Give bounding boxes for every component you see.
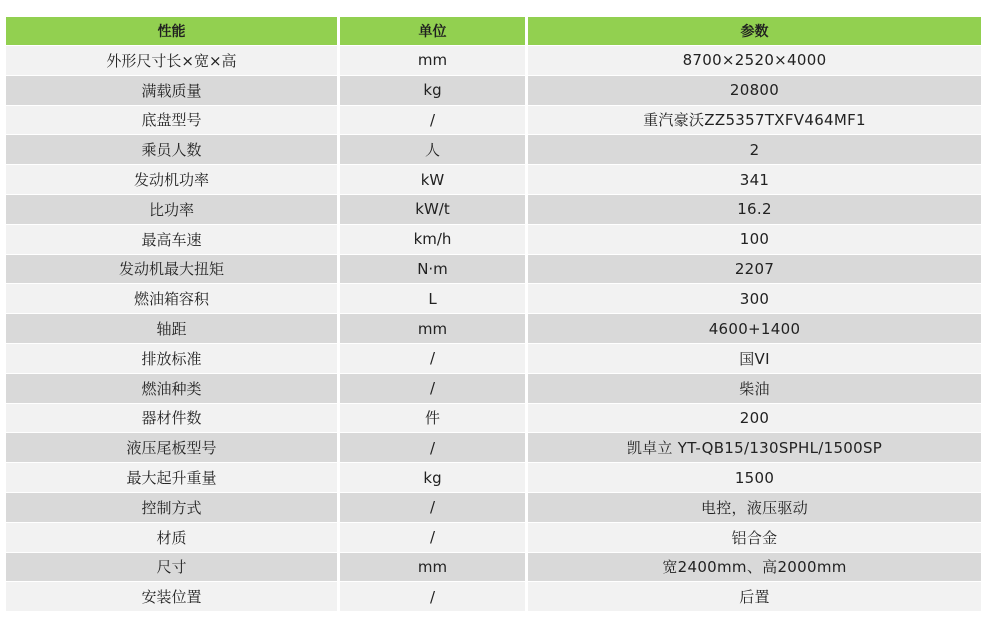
table-row: [6, 225, 981, 255]
cell-unit: kW: [340, 165, 525, 194]
table-row: [6, 374, 981, 404]
table-row: [6, 493, 981, 523]
table-row: [6, 523, 981, 553]
cell-unit: /: [340, 582, 525, 611]
cell-performance: 排放标准: [6, 344, 337, 373]
table-row: [6, 195, 981, 225]
cell-unit: mm: [340, 553, 525, 582]
header-performance: 性能: [6, 17, 337, 45]
table-row: [6, 344, 981, 374]
cell-unit: N·m: [340, 255, 525, 284]
cell-parameter: 电控，液压驱动: [528, 493, 981, 522]
cell-unit: kg: [340, 76, 525, 105]
cell-parameter: 2: [528, 135, 981, 164]
cell-performance: 最高车速: [6, 225, 337, 254]
cell-performance: 满载质量: [6, 76, 337, 105]
cell-performance: 乘员人数: [6, 135, 337, 164]
cell-performance: 轴距: [6, 314, 337, 343]
cell-performance: 外形尺寸长×宽×高: [6, 46, 337, 75]
header-parameter: 参数: [528, 17, 981, 45]
table-row: [6, 284, 981, 314]
cell-parameter: 341: [528, 165, 981, 194]
table-body: [6, 46, 981, 612]
cell-unit: /: [340, 433, 525, 462]
cell-parameter: 200: [528, 404, 981, 433]
table-row: [6, 46, 981, 76]
cell-parameter: 1500: [528, 463, 981, 492]
cell-parameter: 宽2400mm、高2000mm: [528, 553, 981, 582]
cell-unit: /: [340, 106, 525, 135]
table-row: [6, 76, 981, 106]
table-row: [6, 553, 981, 583]
cell-parameter: 20800: [528, 76, 981, 105]
cell-performance: 底盘型号: [6, 106, 337, 135]
cell-performance: 发动机最大扭矩: [6, 255, 337, 284]
cell-parameter: 100: [528, 225, 981, 254]
cell-unit: L: [340, 284, 525, 313]
cell-parameter: 2207: [528, 255, 981, 284]
table-row: [6, 255, 981, 285]
cell-parameter: 8700×2520×4000: [528, 46, 981, 75]
table-row: [6, 165, 981, 195]
cell-performance: 安装位置: [6, 582, 337, 611]
header-unit: 单位: [340, 17, 525, 45]
cell-unit: /: [340, 374, 525, 403]
cell-performance: 燃油箱容积: [6, 284, 337, 313]
cell-performance: 液压尾板型号: [6, 433, 337, 462]
cell-performance: 燃油种类: [6, 374, 337, 403]
cell-parameter: 国VI: [528, 344, 981, 373]
table-row: [6, 404, 981, 434]
cell-parameter: 后置: [528, 582, 981, 611]
cell-unit: 件: [340, 404, 525, 433]
cell-unit: kg: [340, 463, 525, 492]
cell-parameter: 重汽豪沃ZZ5357TXFV464MF1: [528, 106, 981, 135]
cell-unit: 人: [340, 135, 525, 164]
cell-parameter: 柴油: [528, 374, 981, 403]
cell-unit: /: [340, 523, 525, 552]
cell-performance: 控制方式: [6, 493, 337, 522]
cell-performance: 尺寸: [6, 553, 337, 582]
table-row: [6, 106, 981, 136]
cell-unit: mm: [340, 314, 525, 343]
table-row: [6, 314, 981, 344]
table-row: [6, 463, 981, 493]
cell-parameter: 4600+1400: [528, 314, 981, 343]
cell-performance: 发动机功率: [6, 165, 337, 194]
cell-unit: /: [340, 493, 525, 522]
cell-parameter: 凯卓立 YT-QB15/130SPHL/1500SP: [528, 433, 981, 462]
cell-unit: km/h: [340, 225, 525, 254]
cell-unit: kW/t: [340, 195, 525, 224]
cell-performance: 材质: [6, 523, 337, 552]
cell-parameter: 16.2: [528, 195, 981, 224]
cell-parameter: 300: [528, 284, 981, 313]
spec-table: [6, 17, 981, 612]
cell-parameter: 铝合金: [528, 523, 981, 552]
cell-performance: 比功率: [6, 195, 337, 224]
cell-performance: 器材件数: [6, 404, 337, 433]
cell-unit: /: [340, 344, 525, 373]
table-row: [6, 433, 981, 463]
table-header: [6, 17, 981, 46]
table-row: [6, 135, 981, 165]
table-row: [6, 582, 981, 612]
cell-performance: 最大起升重量: [6, 463, 337, 492]
cell-unit: mm: [340, 46, 525, 75]
